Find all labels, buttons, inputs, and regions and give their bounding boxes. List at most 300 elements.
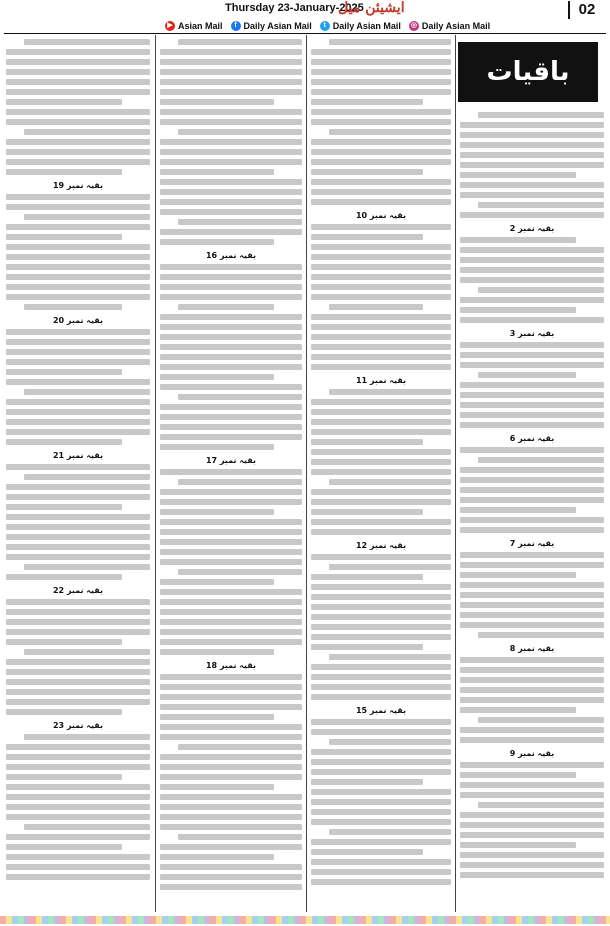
text-line <box>6 439 122 445</box>
text-line <box>160 559 302 565</box>
column-divider <box>155 35 156 912</box>
text-line <box>160 579 274 585</box>
text-line <box>460 212 604 218</box>
text-line <box>160 824 302 830</box>
header-band <box>0 0 610 20</box>
text-line <box>311 334 451 340</box>
text-line <box>160 864 302 870</box>
subhead: بقیہ نمبر 12 <box>355 541 407 550</box>
text-line <box>24 39 150 45</box>
text-line <box>329 39 451 45</box>
text-line <box>311 429 451 435</box>
subhead: بقیہ نمبر 16 <box>205 251 257 260</box>
text-line <box>6 599 150 605</box>
text-line <box>6 244 150 250</box>
text-line <box>311 224 451 230</box>
text-line <box>478 632 604 638</box>
text-line <box>160 284 302 290</box>
text-line <box>160 814 302 820</box>
text-line <box>460 392 604 398</box>
text-line <box>160 89 302 95</box>
text-line <box>460 297 604 303</box>
text-line <box>6 264 150 270</box>
text-line <box>6 464 150 470</box>
text-line <box>6 689 150 695</box>
text-line <box>160 364 302 370</box>
text-line <box>6 794 150 800</box>
text-line <box>6 709 122 715</box>
text-line <box>6 369 122 375</box>
text-line <box>311 59 451 65</box>
text-line <box>24 564 150 570</box>
text-line <box>460 412 604 418</box>
text-line <box>160 764 302 770</box>
text-line <box>160 444 274 450</box>
text-line <box>311 624 451 630</box>
text-line <box>311 594 451 600</box>
text-line <box>460 782 604 788</box>
text-line <box>329 829 451 835</box>
text-line <box>460 792 604 798</box>
text-line <box>6 609 150 615</box>
text-line <box>160 119 302 125</box>
text-line <box>6 554 150 560</box>
youtube-icon: ▶ <box>165 21 175 31</box>
text-line <box>478 202 604 208</box>
text-line <box>6 119 150 125</box>
text-line <box>460 842 576 848</box>
text-line <box>460 862 604 868</box>
text-line <box>460 727 604 733</box>
text-line <box>6 484 150 490</box>
text-line <box>460 552 604 558</box>
text-line <box>6 359 150 365</box>
text-line <box>460 772 576 778</box>
social-label: Asian Mail <box>178 21 223 31</box>
text-line <box>311 869 451 875</box>
section-title: باقیات <box>458 42 598 102</box>
text-line <box>460 697 604 703</box>
text-line <box>311 69 451 75</box>
text-line <box>24 734 150 740</box>
text-line <box>6 99 122 105</box>
text-line <box>160 79 302 85</box>
text-line <box>160 609 302 615</box>
text-line <box>311 879 451 885</box>
text-line <box>160 694 302 700</box>
social-youtube[interactable] <box>165 21 223 31</box>
text-line <box>329 479 451 485</box>
text-line <box>311 274 451 280</box>
text-line <box>6 224 150 230</box>
column-divider <box>455 35 456 912</box>
text-line <box>6 79 150 85</box>
text-line <box>178 479 302 485</box>
text-line <box>311 159 451 165</box>
text-line <box>460 257 604 263</box>
text-line <box>160 324 302 330</box>
text-line <box>160 189 302 195</box>
text-line <box>311 859 451 865</box>
text-line <box>311 769 451 775</box>
text-line <box>460 832 604 838</box>
text-line <box>478 457 604 463</box>
text-line <box>460 152 604 158</box>
text-line <box>478 717 604 723</box>
text-line <box>311 449 451 455</box>
text-line <box>160 714 274 720</box>
text-line <box>329 129 451 135</box>
text-line <box>6 494 150 500</box>
text-line <box>460 507 576 513</box>
facebook-icon: f <box>231 21 241 31</box>
text-line <box>24 214 150 220</box>
text-line <box>460 667 604 673</box>
text-line <box>460 267 604 273</box>
text-line <box>6 429 150 435</box>
text-line <box>311 509 423 515</box>
text-line <box>160 49 302 55</box>
subhead: بقیہ نمبر 17 <box>205 456 257 465</box>
text-line <box>178 219 302 225</box>
text-line <box>6 534 150 540</box>
column-2 <box>158 35 304 912</box>
text-line <box>6 149 150 155</box>
text-line <box>311 664 451 670</box>
text-line <box>6 169 122 175</box>
text-line <box>311 469 451 475</box>
text-line <box>460 872 604 878</box>
social-label: Daily Asian Mail <box>332 21 401 31</box>
social-facebook[interactable] <box>231 21 312 31</box>
subhead: بقیہ نمبر 22 <box>52 586 104 595</box>
text-line <box>460 737 604 743</box>
text-line <box>311 344 451 350</box>
text-line <box>460 362 604 368</box>
text-line <box>6 204 150 210</box>
text-line <box>178 394 302 400</box>
text-line <box>311 614 451 620</box>
text-line <box>160 499 302 505</box>
text-line <box>160 539 302 545</box>
text-line <box>160 704 302 710</box>
text-line <box>6 399 150 405</box>
text-line <box>160 314 302 320</box>
text-line <box>460 687 604 693</box>
text-line <box>160 99 274 105</box>
text-line <box>6 69 150 75</box>
text-line <box>160 414 302 420</box>
text-line <box>460 142 604 148</box>
text-line <box>311 459 451 465</box>
text-line <box>478 802 604 808</box>
text-line <box>329 389 451 395</box>
text-line <box>160 489 302 495</box>
text-line <box>460 192 604 198</box>
text-line <box>311 839 451 845</box>
text-line <box>311 244 451 250</box>
header-rule <box>4 33 606 34</box>
text-line <box>160 294 302 300</box>
text-line <box>6 349 150 355</box>
subhead: بقیہ نمبر 2 <box>509 224 555 233</box>
text-line <box>311 179 451 185</box>
text-line <box>460 182 604 188</box>
text-line <box>311 554 451 560</box>
text-line <box>24 824 150 830</box>
text-line <box>460 677 604 683</box>
text-line <box>311 674 451 680</box>
subhead: بقیہ نمبر 18 <box>205 661 257 670</box>
text-line <box>311 149 451 155</box>
text-line <box>460 762 604 768</box>
text-line <box>311 779 423 785</box>
text-line <box>24 389 150 395</box>
text-line <box>160 589 302 595</box>
text-line <box>329 654 451 660</box>
text-line <box>311 324 451 330</box>
text-line <box>160 149 302 155</box>
text-line <box>311 634 451 640</box>
subhead: بقیہ نمبر 21 <box>52 451 104 460</box>
text-line <box>160 384 302 390</box>
text-line <box>311 819 451 825</box>
text-line <box>160 354 302 360</box>
text-line <box>311 354 451 360</box>
text-line <box>6 629 150 635</box>
text-line <box>311 109 451 115</box>
text-line <box>6 854 150 860</box>
text-line <box>6 619 150 625</box>
text-line <box>311 789 451 795</box>
text-line <box>311 294 451 300</box>
text-line <box>460 132 604 138</box>
text-line <box>311 574 423 580</box>
text-line <box>6 109 150 115</box>
text-line <box>311 694 451 700</box>
text-line <box>160 754 302 760</box>
text-line <box>160 264 302 270</box>
text-line <box>311 749 451 755</box>
text-line <box>160 509 274 515</box>
text-line <box>160 209 302 215</box>
text-line <box>160 404 302 410</box>
text-line <box>311 644 423 650</box>
text-line <box>478 287 604 293</box>
text-line <box>6 784 150 790</box>
text-line <box>160 599 302 605</box>
text-line <box>6 89 150 95</box>
text-line <box>311 684 451 690</box>
text-line <box>460 517 604 523</box>
text-line <box>460 602 604 608</box>
text-line <box>311 799 451 805</box>
text-line <box>160 334 302 340</box>
text-line <box>160 794 302 800</box>
text-line <box>178 129 302 135</box>
text-line <box>160 724 302 730</box>
text-line <box>160 784 274 790</box>
text-line <box>460 122 604 128</box>
text-line <box>460 162 604 168</box>
text-line <box>6 639 122 645</box>
text-line <box>160 109 302 115</box>
text-line <box>24 304 122 310</box>
text-line <box>311 254 451 260</box>
text-line <box>6 659 150 665</box>
text-line <box>460 317 604 323</box>
text-line <box>6 574 122 580</box>
text-line <box>6 524 150 530</box>
text-line <box>311 519 451 525</box>
column-divider <box>306 35 307 912</box>
text-line <box>6 294 150 300</box>
text-line <box>178 569 302 575</box>
text-line <box>311 499 451 505</box>
text-line <box>6 834 150 840</box>
text-line <box>160 619 302 625</box>
text-line <box>460 247 604 253</box>
text-line <box>6 339 150 345</box>
text-line <box>460 822 604 828</box>
text-line <box>311 169 423 175</box>
text-line <box>460 172 576 178</box>
text-line <box>160 469 302 475</box>
column-1 <box>4 35 152 912</box>
page-number: 02 <box>568 1 604 19</box>
instagram-icon: ◎ <box>410 22 417 29</box>
text-line <box>460 342 604 348</box>
text-line <box>6 159 150 165</box>
text-line <box>6 814 150 820</box>
text-line <box>6 49 150 55</box>
text-line <box>6 754 150 760</box>
text-line <box>160 434 302 440</box>
text-line <box>6 59 150 65</box>
text-line <box>460 657 604 663</box>
text-line <box>311 189 451 195</box>
subhead: بقیہ نمبر 10 <box>355 211 407 220</box>
text-line <box>160 239 274 245</box>
text-line <box>6 744 150 750</box>
subhead: بقیہ نمبر 23 <box>52 721 104 730</box>
column-3 <box>309 35 453 912</box>
text-line <box>6 804 150 810</box>
text-line <box>178 744 302 750</box>
subhead: بقیہ نمبر 11 <box>355 376 407 385</box>
text-line <box>311 314 451 320</box>
subhead: بقیہ نمبر 19 <box>52 181 104 190</box>
text-line <box>160 229 302 235</box>
text-line <box>460 582 604 588</box>
subhead: بقیہ نمبر 15 <box>355 706 407 715</box>
text-line <box>311 89 451 95</box>
text-line <box>6 679 150 685</box>
text-line <box>160 774 302 780</box>
text-line <box>460 497 604 503</box>
twitter-icon: t <box>320 21 330 31</box>
text-line <box>6 699 150 705</box>
text-line <box>160 199 302 205</box>
text-line <box>460 477 604 483</box>
text-line <box>160 179 302 185</box>
text-line <box>460 562 604 568</box>
color-registration-strip <box>0 916 610 924</box>
text-line <box>460 277 604 283</box>
text-line <box>460 592 604 598</box>
text-line <box>6 874 150 880</box>
social-instagram[interactable] <box>409 21 490 31</box>
text-line <box>311 49 451 55</box>
text-line <box>6 419 150 425</box>
social-twitter[interactable] <box>320 21 401 31</box>
text-line <box>329 564 451 570</box>
social-bar <box>165 21 490 31</box>
text-line <box>160 529 302 535</box>
text-line <box>460 467 604 473</box>
text-line <box>460 382 604 388</box>
text-line <box>160 874 302 880</box>
text-line <box>311 399 451 405</box>
text-line <box>160 169 274 175</box>
text-line <box>311 234 423 240</box>
text-line <box>160 159 302 165</box>
text-line <box>460 447 604 453</box>
social-label: Daily Asian Mail <box>421 21 491 31</box>
text-line <box>160 844 302 850</box>
text-line <box>160 274 302 280</box>
text-line <box>311 849 423 855</box>
text-line <box>311 759 451 765</box>
text-line <box>460 852 604 858</box>
text-line <box>6 864 150 870</box>
text-line <box>311 99 423 105</box>
text-line <box>311 489 451 495</box>
social-label: Daily Asian Mail <box>243 21 312 31</box>
text-line <box>160 424 302 430</box>
text-line <box>6 329 150 335</box>
column-4 <box>458 108 606 912</box>
text-line <box>329 304 423 310</box>
text-line <box>311 139 451 145</box>
text-line <box>311 529 451 535</box>
text-line <box>160 139 302 145</box>
text-line <box>460 527 604 533</box>
subhead: بقیہ نمبر 3 <box>509 329 555 338</box>
text-line <box>311 604 451 610</box>
text-line <box>160 69 302 75</box>
subhead: بقیہ نمبر 20 <box>52 316 104 325</box>
subhead: بقیہ نمبر 8 <box>509 644 555 653</box>
text-line <box>311 439 423 445</box>
text-line <box>178 834 302 840</box>
text-line <box>460 612 604 618</box>
text-line <box>160 59 302 65</box>
text-line <box>460 352 604 358</box>
text-line <box>6 234 122 240</box>
subhead: بقیہ نمبر 6 <box>509 434 555 443</box>
text-line <box>160 684 302 690</box>
text-line <box>460 487 604 493</box>
text-line <box>160 549 302 555</box>
text-line <box>6 139 150 145</box>
text-line <box>311 364 451 370</box>
text-line <box>311 409 451 415</box>
text-line <box>160 639 302 645</box>
text-line <box>24 649 150 655</box>
text-line <box>6 514 150 520</box>
text-line <box>160 884 302 890</box>
